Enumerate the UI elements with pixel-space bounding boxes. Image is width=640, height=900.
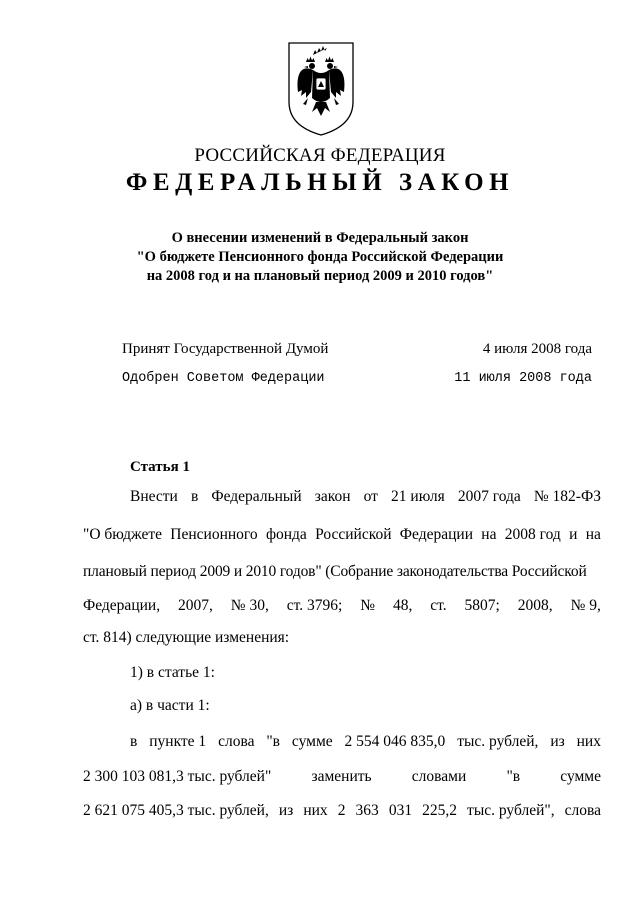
body-line: плановый период 2009 и 2010 годов" (Собрание законодательства Российской xyxy=(83,563,587,580)
word: № 9, xyxy=(570,597,601,614)
word: сумме xyxy=(560,768,601,785)
word: № 30, xyxy=(230,597,269,614)
word: № 182-ФЗ xyxy=(533,488,601,505)
body-line xyxy=(130,488,601,506)
body-line xyxy=(83,802,601,820)
word: них xyxy=(576,733,601,750)
word: ст. xyxy=(430,597,447,614)
list-item-a: а) в части 1: xyxy=(130,697,210,714)
word: пункте 1 xyxy=(149,733,207,750)
word: 5807; xyxy=(464,597,500,614)
country-name: РОССИЙСКАЯ ФЕДЕРАЦИЯ xyxy=(194,145,446,166)
approved-date: 11 июля 2008 года xyxy=(454,371,592,386)
word: из xyxy=(278,802,294,819)
approved-label: Одобрен Советом Федерации xyxy=(122,371,325,386)
coat-of-arms-emblem xyxy=(286,40,356,138)
body-line xyxy=(83,768,601,786)
word: от xyxy=(363,488,378,505)
word: 2 554 046 835,0 xyxy=(344,733,446,750)
word: словами xyxy=(411,768,467,785)
law-title-line: "О бюджете Пенсионного фонда Российской Федерации xyxy=(136,249,504,265)
word: фонда xyxy=(265,526,307,543)
word: Российской xyxy=(315,526,392,543)
word: заменить xyxy=(311,768,372,785)
article-heading: Статья 1 xyxy=(130,459,190,475)
word: 2 xyxy=(337,802,346,819)
law-type-heading: ФЕДЕРАЛЬНЫЙ ЗАКОН xyxy=(125,169,515,196)
adopted-label: Принят Государственной Думой xyxy=(122,341,329,357)
word: № xyxy=(360,597,376,614)
law-title xyxy=(60,229,580,286)
word: ст. 3796; xyxy=(286,597,343,614)
word: на xyxy=(481,526,497,543)
word: 21 июля xyxy=(391,488,445,505)
word: закон xyxy=(314,488,351,505)
word: Внести xyxy=(130,488,178,505)
law-title-line: на 2008 год и на плановый период 2009 и 2010 годов" xyxy=(146,268,494,284)
word: 2007 года xyxy=(457,488,521,505)
word: и xyxy=(569,526,578,543)
word: 363 xyxy=(355,802,379,819)
body-line xyxy=(83,597,601,615)
word: Пенсионного xyxy=(170,526,258,543)
adopted-date: 4 июля 2008 года xyxy=(482,341,592,357)
word: 2008, xyxy=(517,597,553,614)
word: Федерации, xyxy=(83,597,161,614)
body-line xyxy=(130,733,601,751)
word: 2008 год xyxy=(504,526,561,543)
word: них xyxy=(303,802,328,819)
word: "в xyxy=(266,733,281,750)
word: на xyxy=(585,526,601,543)
word: слова xyxy=(564,802,601,819)
word: 031 xyxy=(388,802,413,819)
word: в xyxy=(190,488,199,505)
list-item-1: 1) в статье 1: xyxy=(130,664,215,681)
word: Федеральный xyxy=(211,488,302,505)
body-line xyxy=(83,526,601,544)
word: 2 300 103 081,3 тыс. рублей" xyxy=(83,768,272,785)
word: "О бюджете xyxy=(83,526,162,543)
word: 2007, xyxy=(178,597,213,614)
word: 48, xyxy=(392,597,413,614)
word: 2 621 075 405,3 тыс. рублей, xyxy=(83,802,269,819)
word: из xyxy=(550,733,565,750)
word: "в xyxy=(506,768,521,785)
word: сумме xyxy=(291,733,333,750)
body-line: ст. 814) следующие изменения: xyxy=(83,629,290,646)
word: тыс. рублей, xyxy=(457,733,539,750)
word: Федерации xyxy=(399,526,473,543)
word: 225,2 xyxy=(422,802,457,819)
word: в xyxy=(130,733,138,750)
word: слова xyxy=(218,733,255,750)
law-title-line: О внесении изменений в Федеральный закон xyxy=(171,230,469,246)
word: тыс. рублей", xyxy=(467,802,555,819)
